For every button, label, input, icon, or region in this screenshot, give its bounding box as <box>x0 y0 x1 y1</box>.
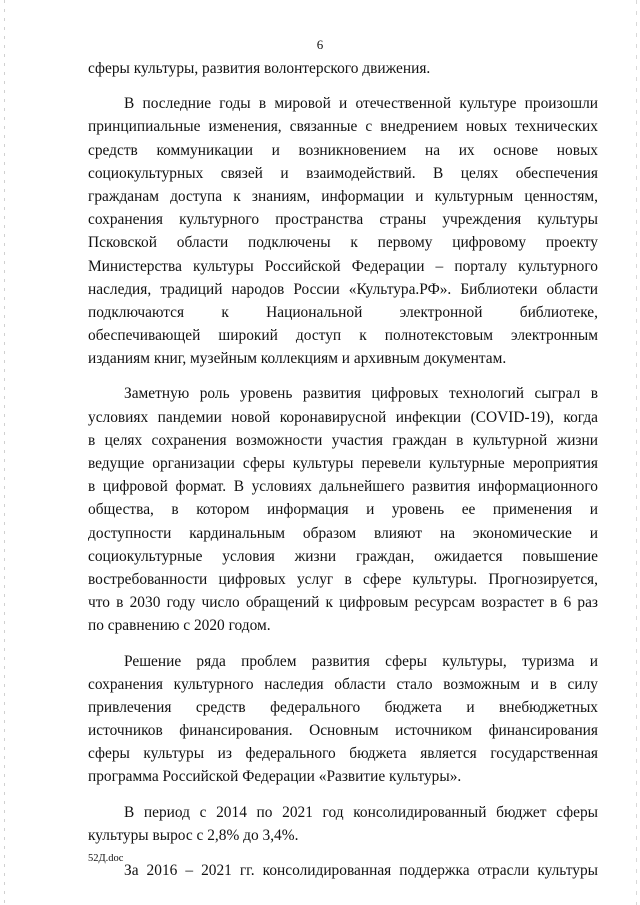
text-line: культуры вырос с 2,8% до 3,4%. <box>88 826 299 844</box>
text-line: условиях пандемии новой коронавирусной инфекции (COVID-19), когда <box>88 408 598 426</box>
footer-filename: 52Д.doc <box>88 853 124 864</box>
text-line: Решение ряда проблем развития сферы культуры, туризма и <box>124 652 598 670</box>
text-line: ведущие организации сферы культуры перевели культурные мероприятия <box>88 455 598 472</box>
text-line: программа Российской Федерации «Развитие культуры». <box>88 768 462 786</box>
text-line: доступности кардинальным образом влияют на экономические и <box>88 524 598 542</box>
text-line: принципиальные изменения, связанные с внедрением новых технических <box>88 118 598 136</box>
text-line: В последние годы в мировой и отечественной культуре произошли <box>124 95 598 113</box>
text-line: средств коммуникации и возникновением на их основе новых <box>88 141 598 159</box>
text-line: общества, в котором информация и уровень ее применения и <box>88 501 598 519</box>
text-line: наследия, традиций народов России «Культура.РФ». Библиотеки области <box>88 280 598 298</box>
text-line: источников финансирования. Основным источником финансирования <box>88 722 598 740</box>
text-line: привлечения средств федерального бюджета и внебюджетных <box>88 698 598 716</box>
text-line: За 2016 – 2021 гг. консолидированная поддержка отрасли культуры <box>124 862 598 879</box>
text-line: социокультурные условия жизни граждан, ожидается повышение <box>88 547 598 565</box>
text-line: гражданам доступа к знаниям, информации и культурным ценностям, <box>88 187 598 205</box>
text-line: что в 2030 году число обращений к цифровым ресурсам возрастет в 6 раз <box>88 594 598 612</box>
text-line: обеспечивающей широкий доступ к полнотекстовым электронным <box>88 327 598 345</box>
text-line: сферы культуры из федерального бюджета является государственная <box>88 745 598 763</box>
text-line: изданиям книг, музейным коллекциям и архивным документам. <box>88 350 507 368</box>
page-number: 6 <box>316 37 324 52</box>
text-line: сохранения культурного наследия области стало возможным и в силу <box>88 675 598 693</box>
scan-edge-left <box>4 0 5 905</box>
text-line: В период с 2014 по 2021 год консолидированный бюджет сферы <box>124 803 598 821</box>
scan-edge-right <box>636 0 637 905</box>
text-line: Псковской области подключены к первому цифровому проекту <box>88 234 598 252</box>
text-line: социокультурных связей и взаимодействий. В целях обеспечения <box>88 164 598 182</box>
text-line: сферы культуры, развития волонтерского движения. <box>88 60 431 77</box>
text-line: востребованности цифровых услуг в сфере культуры. Прогнозируется, <box>88 570 598 588</box>
text-line: в цифровой формат. В условиях дальнейшего развития информационного <box>88 478 598 496</box>
text-line: сохранения культурного пространства страны учреждения культуры <box>88 211 598 229</box>
document-body <box>88 57 598 882</box>
text-line: по сравнению с 2020 годом. <box>88 617 271 635</box>
text-line: Заметную роль уровень развития цифровых технологий сыграл в <box>124 385 598 403</box>
text-line: подключаются к Национальной электронной библиотеке, <box>88 303 598 321</box>
text-line: в целях сохранения возможности участия граждан в культурной жизни <box>88 431 598 449</box>
text-line: Министерства культуры Российской Федерации – порталу культурного <box>88 257 598 275</box>
